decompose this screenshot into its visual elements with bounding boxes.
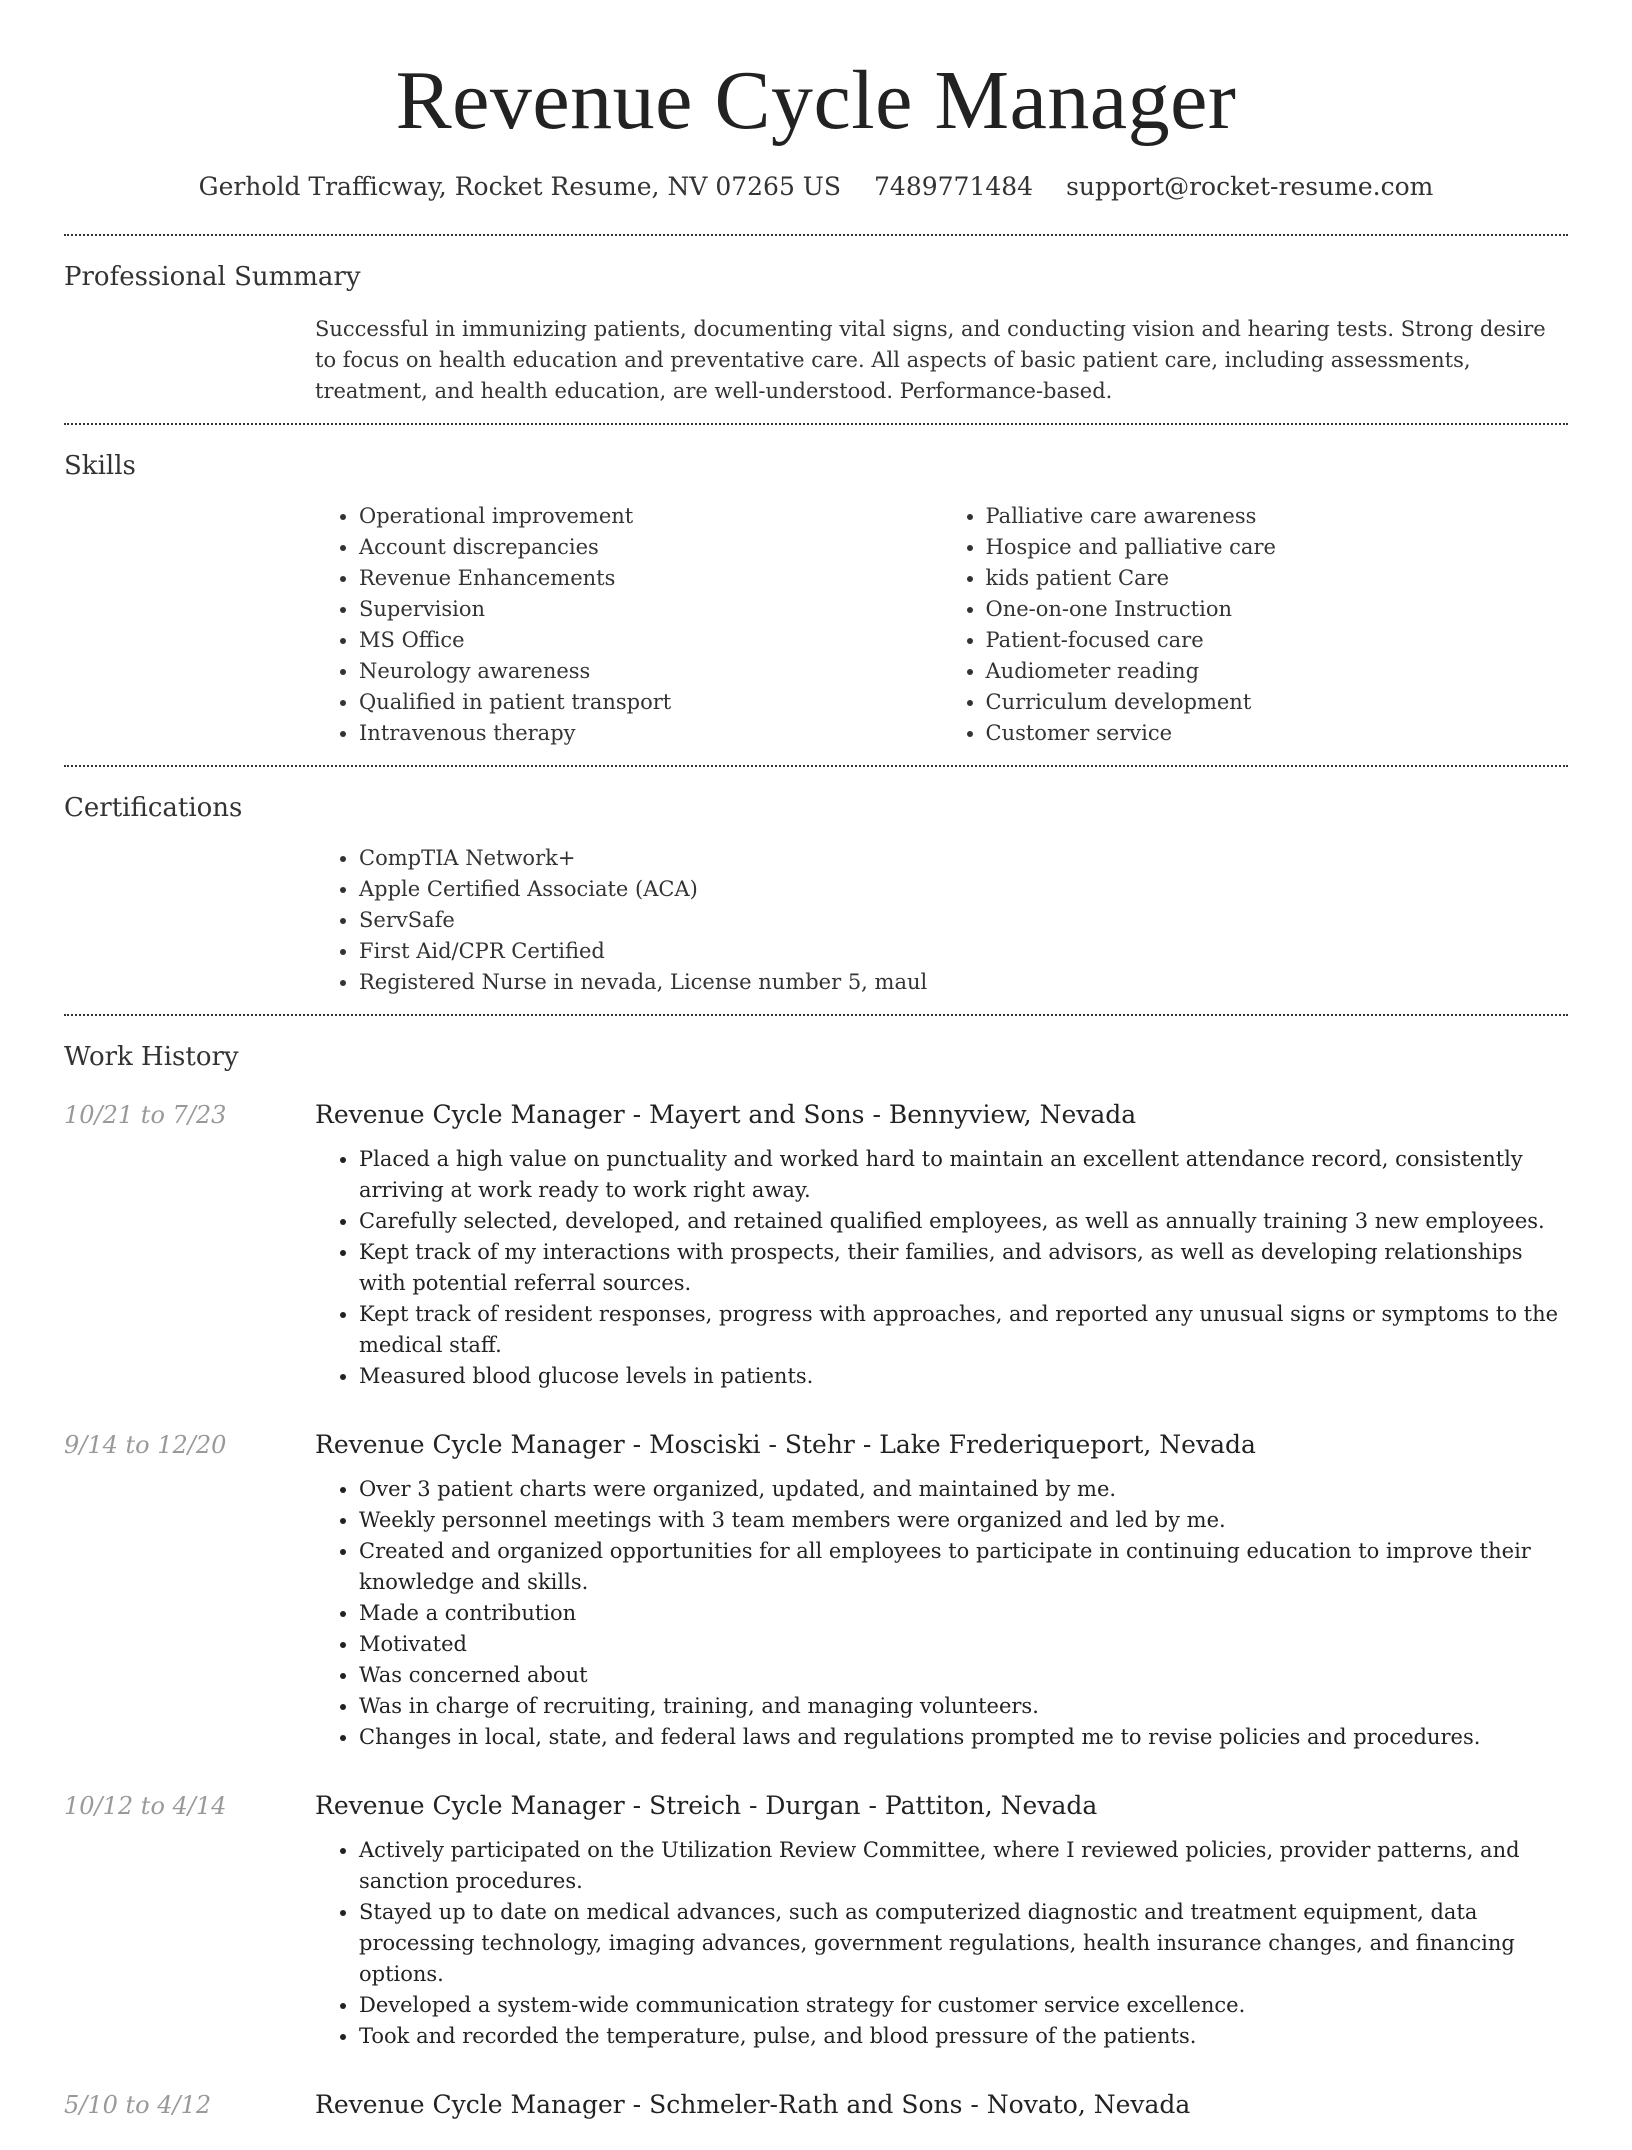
skill-item: • Intravenous therapy [359, 718, 942, 749]
certification-item: • Registered Nurse in nevada, License number 5, maul [359, 967, 1568, 998]
job-bullet: • Placed a high value on punctuality and worked hard to maintain an excellent attendance record, consistently arriving at work ready to work right away. [359, 1144, 1568, 1206]
job-bullet: • Measured blood glucose levels in patients. [359, 1361, 1568, 1392]
job-entry [64, 2088, 1568, 2134]
section-title-summary: Professional Summary [64, 262, 361, 292]
job-bullet: • Motivated [359, 1629, 1568, 1660]
job-bullet: • Was in charge of recruiting, training, and managing volunteers. [359, 1691, 1568, 1722]
job-heading: Revenue Cycle Manager - Mosciski - Stehr - Lake Frederiqueport, Nevada [315, 1430, 1256, 1459]
job-dates: 9/14 to 12/20 [64, 1431, 227, 1459]
job-bullet: • Kept track of my interactions with prospects, their families, and advisors, as well as developing relationships with potential referral sources. [359, 1237, 1568, 1299]
skill-item: • Operational improvement [359, 501, 942, 532]
summary-text: Successful in immunizing patients, documenting vital signs, and conducting vision and hearing tests. Strong desire to focus on health education and preventative care. All aspects of basic patient care, including assessments, treatment, and health education, are well-understood. Performance-based. [315, 317, 1546, 403]
work-history-section [64, 1016, 1568, 2150]
skills-section [64, 425, 1568, 765]
skill-item: • Hospice and palliative care [986, 532, 1569, 563]
certification-item: • CompTIA Network+ [359, 843, 1568, 874]
job-heading: Revenue Cycle Manager - Schmeler-Rath and Sons - Novato, Nevada [315, 2090, 1191, 2119]
job-bullet: • Stayed up to date on medical advances, such as computerized diagnostic and treatment equipment, data processing technology, imaging advances, government regulations, health insurance changes, and financing options. [359, 1897, 1568, 1990]
job-bullet: • Developed a system-wide communication strategy for customer service excellence. [359, 1990, 1568, 2021]
skill-item: • Patient-focused care [986, 625, 1569, 656]
certifications-section [64, 767, 1568, 1014]
job-main [315, 1789, 1568, 2052]
skills-list-right [942, 501, 1569, 749]
job-bullet: • Made a contribution [359, 1598, 1568, 1629]
skill-item: • One-on-one Instruction [986, 594, 1569, 625]
certification-item: • ServSafe [359, 905, 1568, 936]
section-title-work-history: Work History [64, 1042, 239, 1072]
skill-item: • Neurology awareness [359, 656, 942, 687]
job-entry [64, 1098, 1568, 1392]
job-entry [64, 1789, 1568, 2052]
summary-section [64, 236, 1568, 423]
resume-header [64, 0, 1568, 204]
section-title-skills: Skills [64, 451, 136, 481]
skill-item: • Curriculum development [986, 687, 1569, 718]
section-title-certifications: Certifications [64, 793, 243, 823]
certification-item: • First Aid/CPR Certified [359, 936, 1568, 967]
summary-body [315, 314, 1568, 407]
job-bullets [315, 1144, 1568, 1392]
job-bullet: • Changes in local, state, and federal laws and regulations prompted me to revise policies and procedures. [359, 1722, 1568, 1753]
contact-line [64, 170, 1568, 204]
job-main [315, 2088, 1568, 2134]
contact-email: support@rocket-resume.com [1066, 172, 1434, 201]
skill-item: • Customer service [986, 718, 1569, 749]
job-bullet: • Took and recorded the temperature, pulse, and blood pressure of the patients. [359, 2021, 1568, 2052]
job-bullet: • Was concerned about [359, 1660, 1568, 1691]
skills-list-left [315, 501, 942, 749]
job-heading: Revenue Cycle Manager - Mayert and Sons - Bennyview, Nevada [315, 1100, 1137, 1129]
job-bullet: • Weekly personnel meetings with 3 team members were organized and led by me. [359, 1505, 1568, 1536]
skill-item: • Account discrepancies [359, 532, 942, 563]
job-bullet: • Created and organized opportunities for all employees to participate in continuing education to improve their knowledge and skills. [359, 1536, 1568, 1598]
skill-item: • Palliative care awareness [986, 501, 1569, 532]
job-bullet: • Over 3 patient charts were organized, updated, and maintained by me. [359, 1474, 1568, 1505]
job-bullet: • Carefully selected, developed, and retained qualified employees, as well as annually training 3 new employees. [359, 1206, 1568, 1237]
job-heading: Revenue Cycle Manager - Streich - Durgan - Pattiton, Nevada [315, 1791, 1098, 1820]
skill-item: • Revenue Enhancements [359, 563, 942, 594]
certification-item: • Apple Certified Associate (ACA) [359, 874, 1568, 905]
job-dates: 5/10 to 4/12 [64, 2091, 212, 2119]
contact-phone: 7489771484 [874, 172, 1034, 201]
job-bullets [315, 1835, 1568, 2052]
skill-item: • Supervision [359, 594, 942, 625]
job-dates: 10/21 to 7/23 [64, 1101, 227, 1129]
job-dates: 10/12 to 4/14 [64, 1792, 227, 1820]
skill-item: • MS Office [359, 625, 942, 656]
job-entry [64, 1428, 1568, 1753]
job-main [315, 1098, 1568, 1392]
skill-item: • Qualified in patient transport [359, 687, 942, 718]
job-bullets [315, 1474, 1568, 1753]
certifications-body [315, 843, 1568, 998]
skill-item: • Audiometer reading [986, 656, 1569, 687]
contact-address: Gerhold Trafficway, Rocket Resume, NV 07265 US [198, 172, 842, 201]
certifications-list [315, 843, 1568, 998]
job-main [315, 1428, 1568, 1753]
job-bullet: • Actively participated on the Utilization Review Committee, where I reviewed policies, provider patterns, and sanction procedures. [359, 1835, 1568, 1897]
skill-item: • kids patient Care [986, 563, 1569, 594]
candidate-name: Revenue Cycle Manager [395, 54, 1237, 147]
skills-grid [315, 501, 1568, 749]
job-bullet: • Kept track of resident responses, progress with approaches, and reported any unusual signs or symptoms to the medical staff. [359, 1299, 1568, 1361]
